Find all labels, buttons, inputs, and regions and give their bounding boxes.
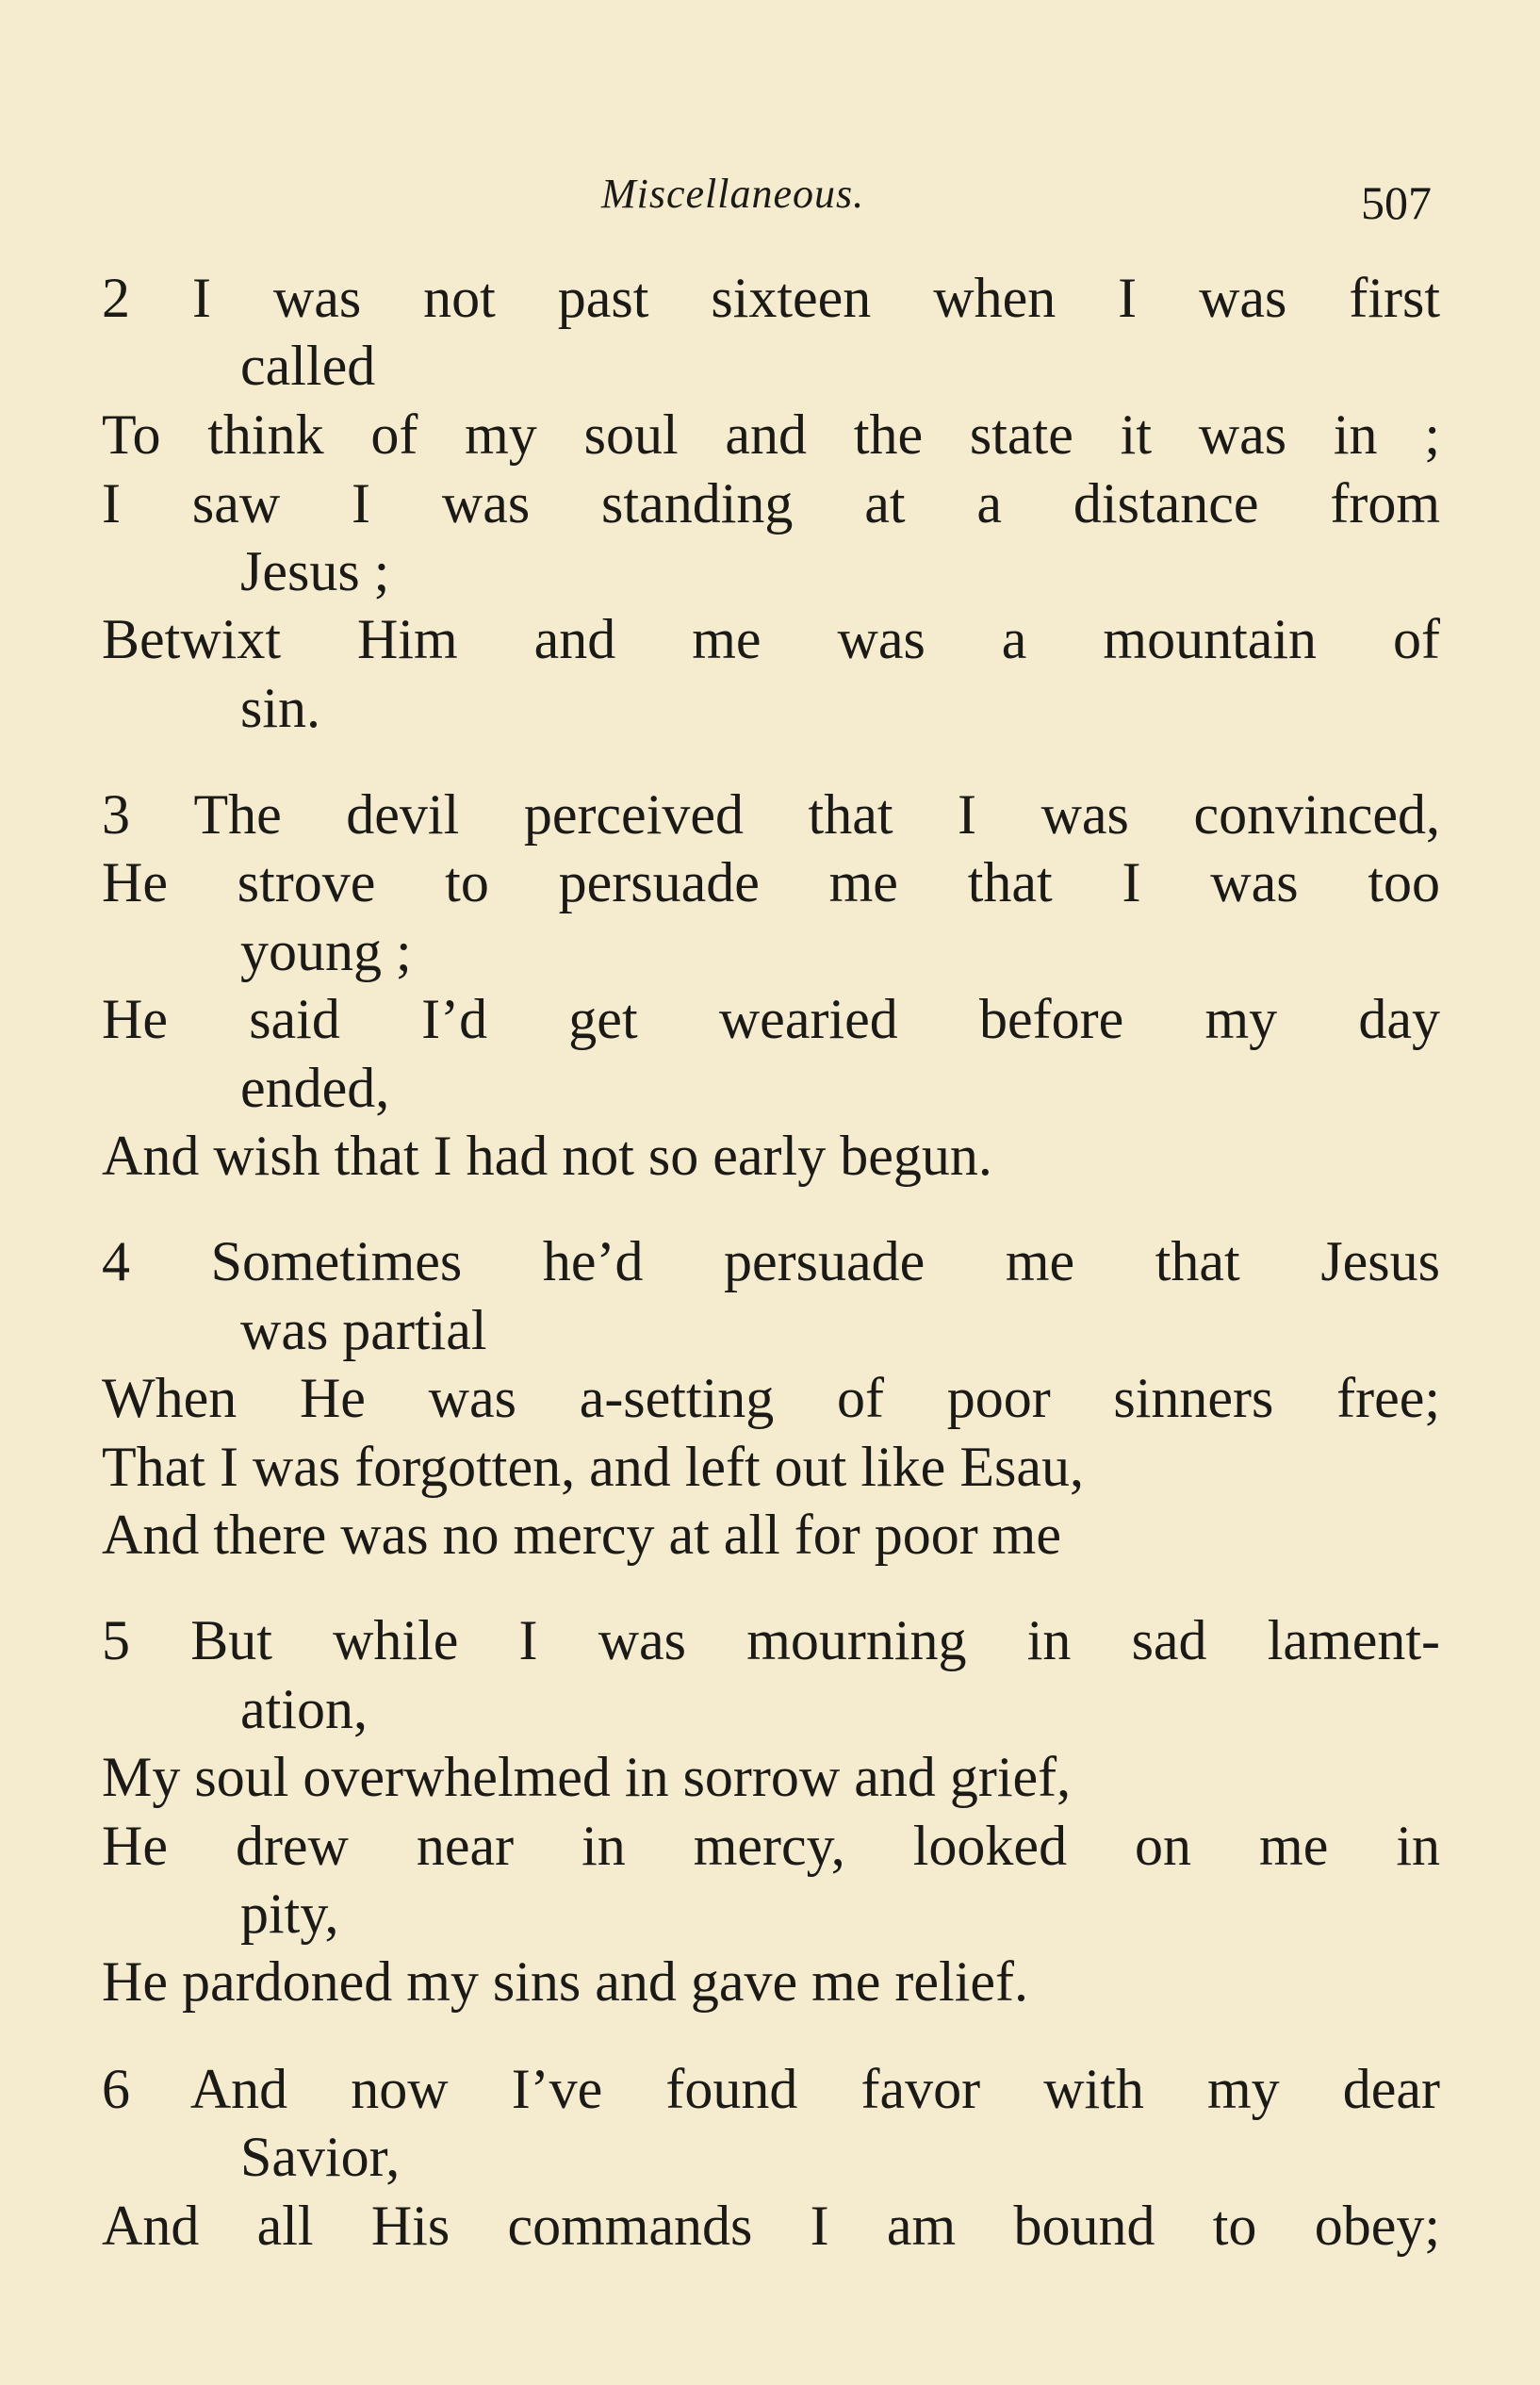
page-number: 507 [1361, 176, 1432, 229]
verse-4-line-3: When He was a-setting of poor sinners free; [102, 1367, 1440, 1429]
verse-number: 6 [102, 2058, 130, 2120]
verse-text: Sometimes he’d persuade me that Jesus [210, 1230, 1440, 1292]
verse-3-line-5: ended, [240, 1057, 390, 1119]
verse-text: And now I’ve found favor with my dear [189, 2058, 1440, 2120]
verse-3-line-6: And wish that I had not so early begun. [102, 1125, 992, 1187]
verse-5-line-6: He pardoned my sins and gave me relief. [102, 1950, 1028, 2013]
verse-2-line-4: I saw I was standing at a distance from [102, 472, 1440, 535]
verse-4-line-4: That I was forgotten, and left out like Esau, [102, 1436, 1084, 1498]
verse-text: But while I was mourning in sad lament- [190, 1609, 1440, 1671]
verse-5-line-2: ation, [240, 1678, 368, 1740]
verse-5-line-5: pity, [240, 1883, 339, 1945]
verse-4-line-5: And there was no mercy at all for poor me [102, 1504, 1061, 1566]
verse-3-line-1 [102, 781, 1440, 848]
verse-2-line-6: Betwixt Him and me was a mountain of [102, 608, 1440, 670]
verse-3-line-2: He strove to persuade me that I was too [102, 851, 1440, 913]
verse-2-line-2: called [240, 335, 376, 397]
verse-6-line-2: Savior, [240, 2126, 401, 2188]
verse-5-line-4: He drew near in mercy, looked on me in [102, 1815, 1440, 1877]
verse-2-line-3: To think of my soul and the state it was in ; [102, 403, 1440, 466]
verse-2-line-1 [102, 264, 1440, 332]
verse-4-line-1 [102, 1227, 1440, 1295]
verse-6-line-1 [102, 2055, 1440, 2123]
verse-5-line-3: My soul overwhelmed in sorrow and grief, [102, 1746, 1072, 1808]
verse-2-line-7: sin. [240, 677, 321, 739]
verse-3-line-4: He said I’d get wearied before my day [102, 988, 1440, 1050]
verse-number: 3 [102, 783, 130, 846]
verse-text: The devil perceived that I was convinced, [193, 783, 1440, 846]
verse-text: I was not past sixteen when I was first [191, 267, 1441, 329]
verse-4-line-2: was partial [240, 1299, 487, 1361]
verse-number: 2 [102, 267, 130, 329]
verse-number: 5 [102, 1609, 130, 1671]
verse-2-line-5: Jesus ; [240, 540, 390, 602]
verse-3-line-3: young ; [240, 920, 412, 982]
running-title: Miscellaneous. [601, 171, 865, 217]
verse-5-line-1 [102, 1606, 1440, 1674]
verse-number: 4 [102, 1230, 130, 1292]
verse-6-line-3: And all His commands I am bound to obey; [102, 2195, 1440, 2257]
